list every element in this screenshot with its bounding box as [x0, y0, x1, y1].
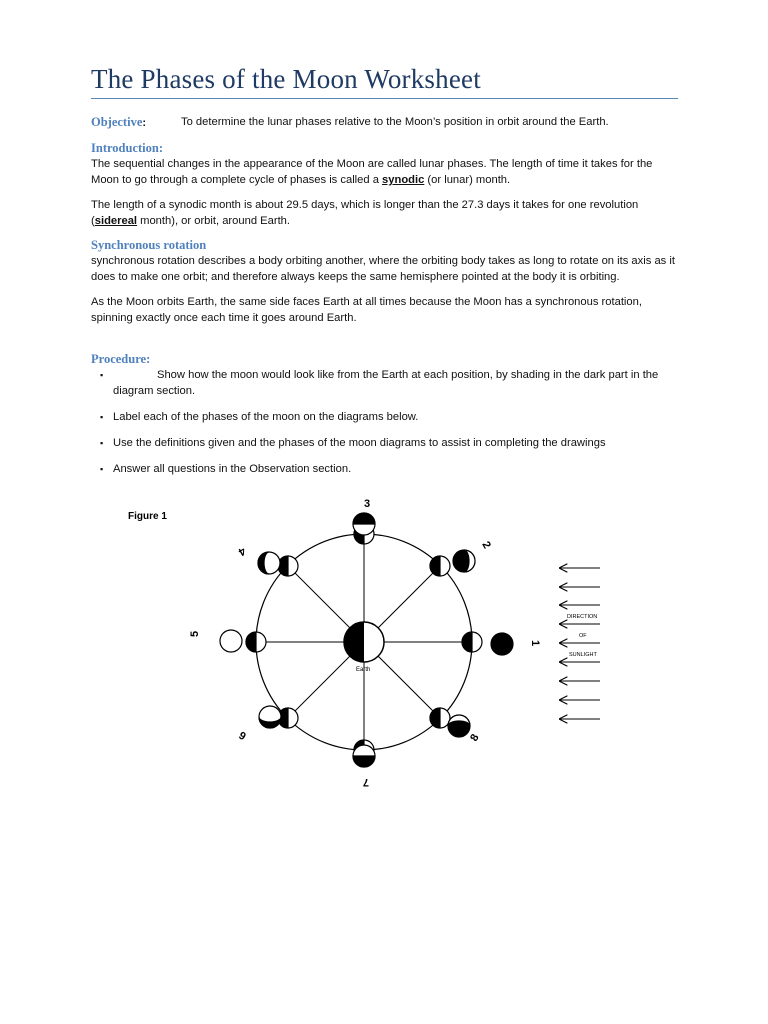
figure-caption: Figure 1	[128, 511, 167, 522]
introduction-section	[91, 140, 681, 229]
position-number: 2	[479, 539, 493, 551]
procedure-heading-wrap	[91, 351, 681, 367]
synodic-term: synodic	[382, 174, 425, 186]
phase-moon-4-icon	[258, 552, 280, 574]
objective-colon: :	[142, 117, 147, 129]
moon-phase-diagram	[120, 490, 620, 795]
earth-icon	[344, 622, 384, 662]
phase-moon-2-icon	[453, 550, 475, 572]
orbit-moon-icon	[246, 632, 266, 652]
procedure-item-text: Show how the moon would look like from the Earth at each position, by shading in the dark part in the diagram section.	[113, 369, 659, 397]
position-number: 3	[364, 498, 371, 510]
position-number: 5	[189, 630, 201, 637]
phase-moon-7-icon	[353, 745, 375, 767]
sidereal-term: sidereal	[94, 215, 138, 227]
position-number: 8	[468, 732, 482, 744]
position-number: 7	[362, 776, 369, 788]
procedure-item-text: Answer all questions in the Observation section.	[113, 463, 352, 475]
intro-p2-text-a: The length of a synodic month is about 29.5 days, which is longer than the 27.3 days it takes for one revolution (	[91, 199, 639, 227]
introduction-paragraph-2	[91, 197, 681, 229]
phase-moon-3-icon	[353, 513, 375, 535]
synchronous-paragraph-2: As the Moon orbits Earth, the same side faces Earth at all times because the Moon has a synchronous rotation, spinning exactly once each time it goes around Earth.	[91, 296, 642, 324]
position-number: 4	[236, 544, 248, 558]
phase-moon-8-icon	[448, 715, 470, 737]
sunlight-arrows	[560, 568, 600, 719]
procedure-item	[100, 461, 690, 477]
position-number: 6	[237, 728, 249, 742]
orbit-moon-icon	[462, 632, 482, 652]
procedure-item-text: Label each of the phases of the moon on the diagrams below.	[113, 411, 419, 423]
procedure-item	[100, 409, 690, 425]
procedure-list	[100, 367, 690, 487]
phase-moon-6-icon	[259, 706, 281, 728]
sunlight-label	[567, 614, 597, 658]
objective-label: Objective	[91, 115, 143, 129]
page-title: The Phases of the Moon Worksheet	[91, 64, 481, 94]
procedure-item	[100, 435, 690, 451]
orbit-moon-icon	[430, 708, 450, 728]
title-underline	[91, 98, 678, 99]
procedure-heading: Procedure:	[91, 352, 151, 366]
procedure-item-text: Use the definitions given and the phases of the moon diagrams to assist in completing the drawings	[113, 437, 606, 449]
orbit-moon-icon	[278, 556, 298, 576]
intro-p2-text-b: month), or orbit, around Earth.	[137, 215, 291, 227]
synchronous-heading: Synchronous rotation	[91, 238, 207, 252]
intro-p1-text-b: (or lunar) month.	[424, 174, 511, 186]
synchronous-section	[91, 237, 681, 326]
phase-new-moon-icon	[491, 633, 513, 655]
synchronous-paragraph-1: synchronous rotation describes a body orbiting another, where the orbiting body takes as long to rotate on its axis as it does to make one orbit; and therefore always keeps the same hemisphere pointed at the body it is orbiting.	[91, 255, 675, 283]
earth-label: Earth	[356, 667, 371, 673]
phase-full-moon-icon	[220, 630, 242, 652]
intro-p1-text-a: The sequential changes in the appearance of the Moon are called lunar phases. The length of time it takes for the Moon to go through a complete cycle of phases is called a	[91, 158, 653, 186]
procedure-item	[100, 367, 690, 399]
introduction-paragraph-1	[91, 156, 681, 188]
sunlight-label-line: DIRECTION	[567, 614, 598, 620]
sunlight-label-line: OF	[579, 633, 587, 639]
sunlight-label-line: SUNLIGHT	[569, 652, 597, 658]
orbit-moon-icon	[430, 556, 450, 576]
introduction-heading: Introduction:	[91, 141, 164, 155]
position-number: 1	[529, 640, 541, 647]
objective-text: To determine the lunar phases relative to the Moon’s position in orbit around the Earth.	[181, 116, 609, 128]
objective-line	[91, 115, 609, 130]
